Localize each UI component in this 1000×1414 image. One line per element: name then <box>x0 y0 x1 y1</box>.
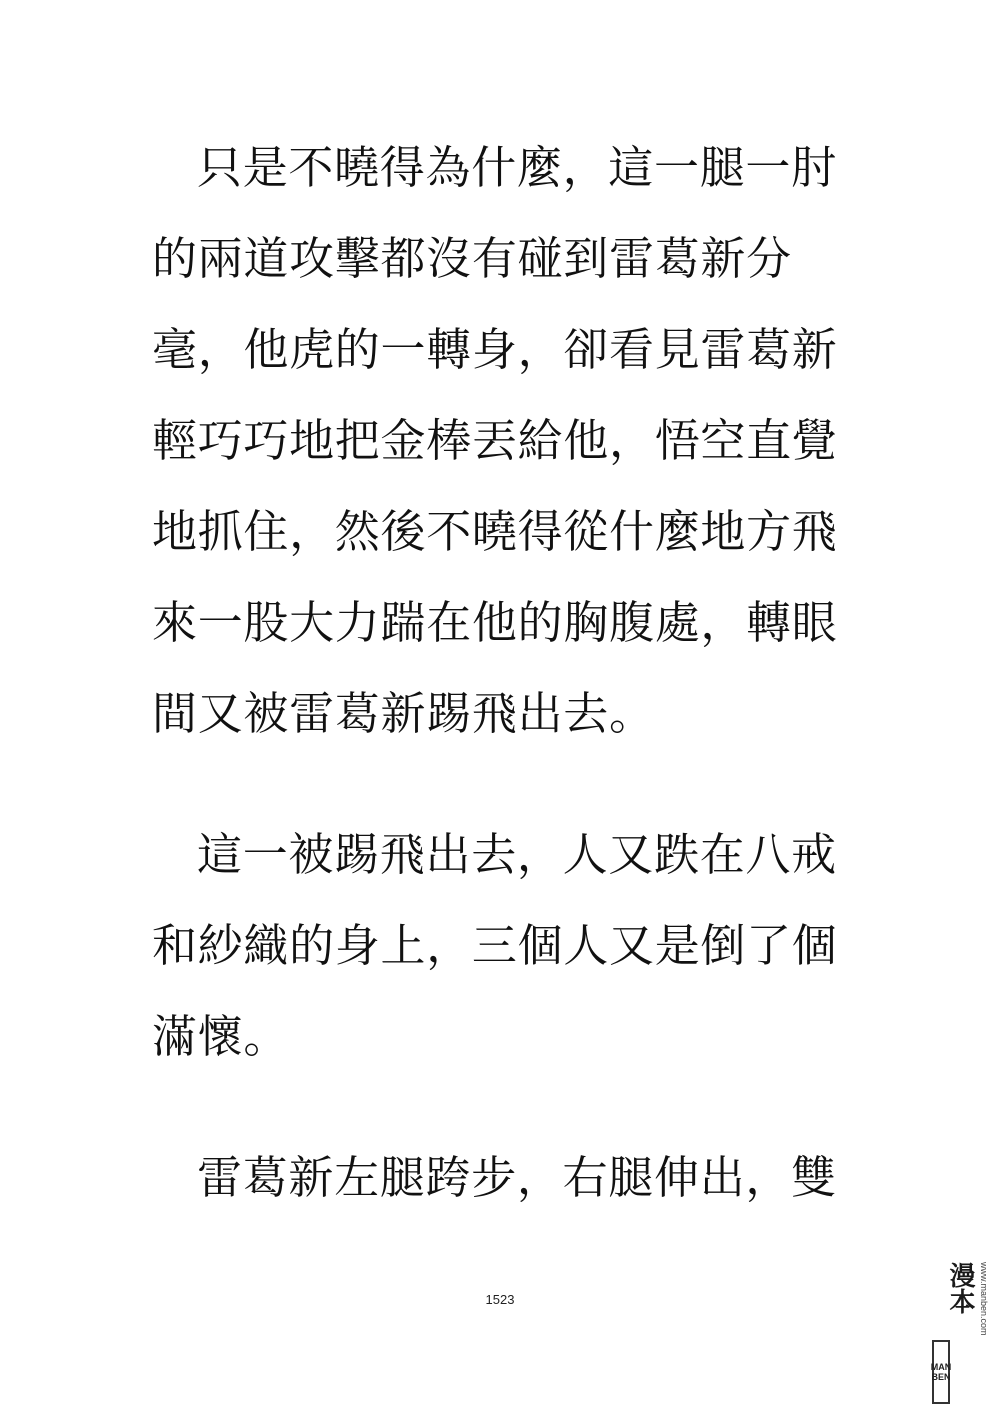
page-number: 1523 <box>485 1292 515 1307</box>
watermark-box-text-bottom: BEN <box>931 1372 951 1382</box>
paragraph-1-line-5: 地抓住，然後不曉得從什麼地方飛 <box>152 505 838 558</box>
paragraph-1-line-2: 的兩道攻擊都沒有碰到雷葛新分 <box>152 232 792 285</box>
watermark-glyphs: 漫本 <box>945 1262 975 1314</box>
watermark-url: www.manben.com <box>979 1262 989 1336</box>
paragraph-2-line-1: 這一被踢飛出去，人又跌在八戒 <box>197 828 837 881</box>
paragraph-1-line-1: 只是不曉得為什麼，這一腿一肘 <box>197 141 837 194</box>
paragraph-1-line-7: 間又被雷葛新踢飛出去。 <box>152 687 655 740</box>
watermark-box <box>932 1340 950 1404</box>
paragraph-3-line-1: 雷葛新左腿跨步，右腿伸出，雙 <box>197 1151 837 1204</box>
body-text <box>152 138 852 1239</box>
paragraph-2-line-3: 滿懷。 <box>152 1010 290 1063</box>
paragraph-2-line-2: 和紗織的身上，三個人又是倒了個 <box>152 919 838 972</box>
paragraph-gap <box>152 1098 852 1148</box>
paragraph-1-line-4: 輕巧巧地把金棒丟給他，悟空直覺 <box>152 414 838 467</box>
watermark-box-text-top: MAN <box>930 1362 952 1372</box>
watermark-logo <box>932 1262 992 1407</box>
paragraph-gap <box>152 775 852 825</box>
paragraph-1-line-6: 來一股大力踹在他的胸腹處，轉眼 <box>152 596 838 649</box>
paragraph-1-line-3: 毫，他虎的一轉身，卻看見雷葛新 <box>152 323 838 376</box>
